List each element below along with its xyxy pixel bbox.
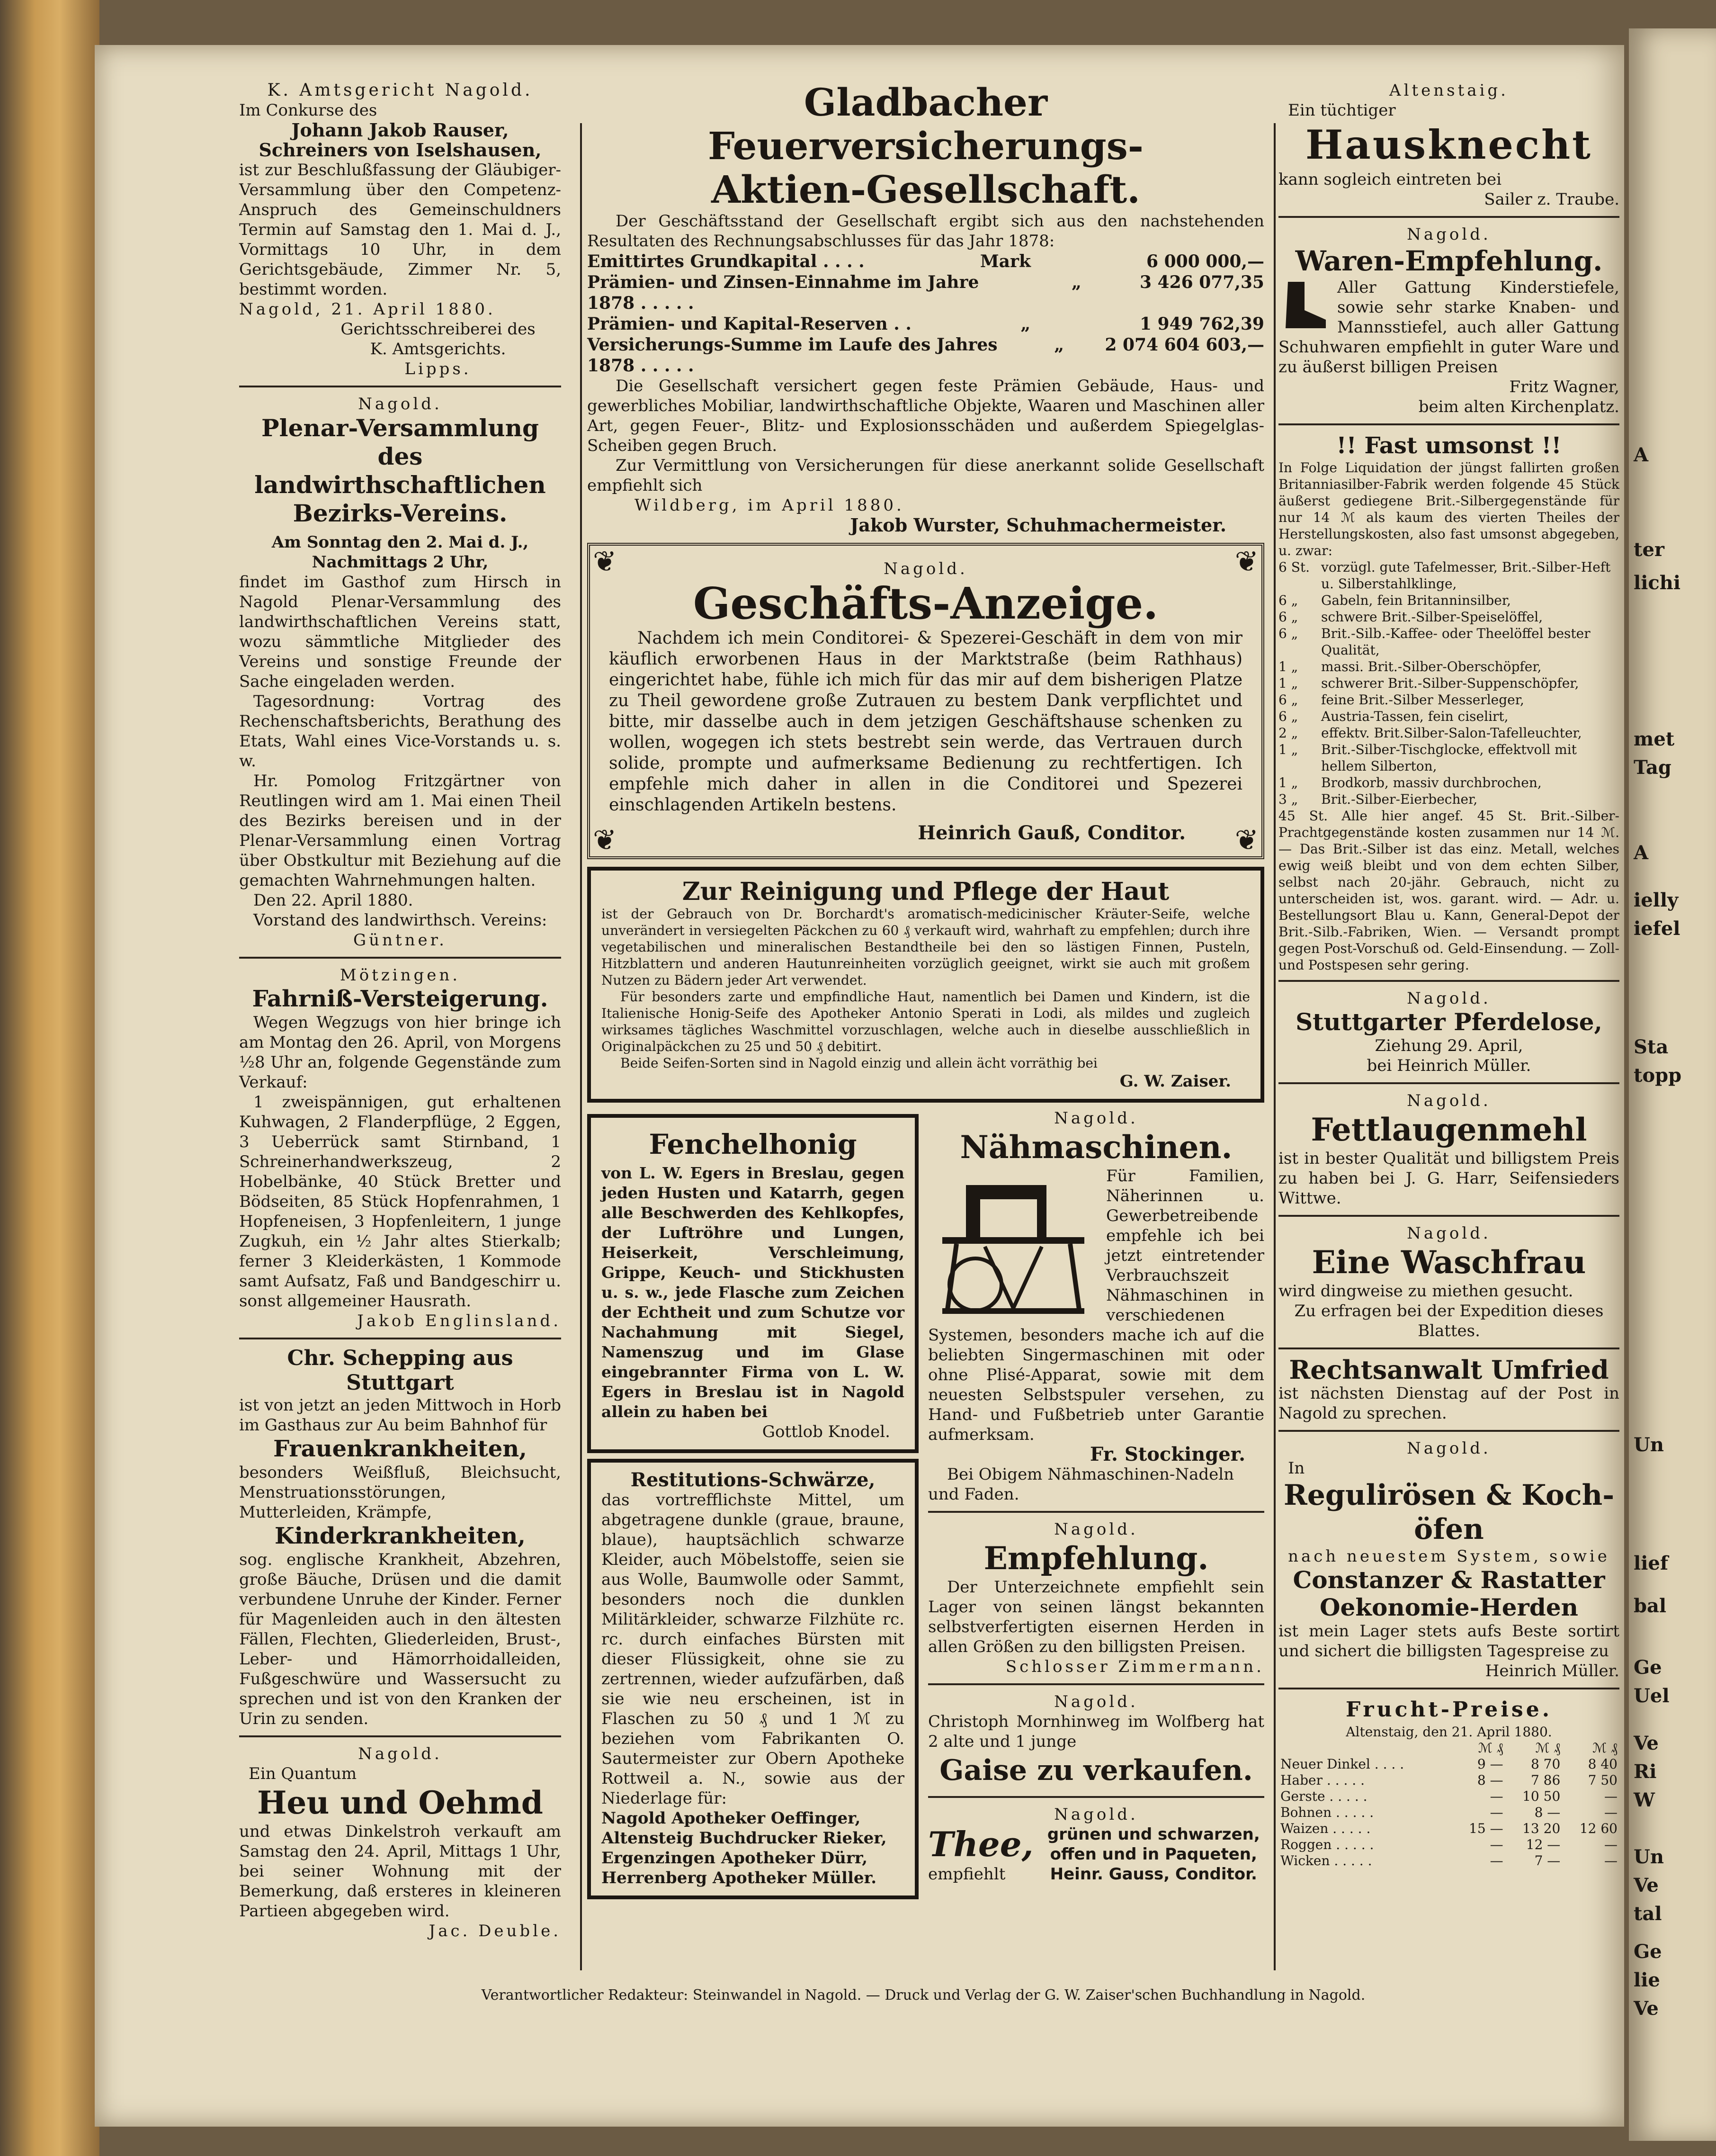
column-rule xyxy=(1274,123,1276,1970)
table-header-cell: ℳ ₰ xyxy=(1535,1740,1561,1756)
list-text: schwere Brit.-Silber-Speiselöffel, xyxy=(1321,609,1543,625)
ad-waren xyxy=(1278,225,1619,417)
ad-body: ist zur Beschlußfassung der Gläubiger-Versammlung über den Competenz-Anspruch des Gemeinschuldners Termin auf Samstag den 1. Mai d. J., Vormittags 10 Uhr, in dem Gerichtsgebäude, Zimmer Nr. 5, bestimmt worden. xyxy=(239,161,561,299)
table-cell: 10 50 xyxy=(1522,1788,1561,1804)
list-item xyxy=(1278,708,1619,725)
table-row xyxy=(1278,1821,1619,1837)
list-item xyxy=(1278,725,1619,741)
ad-body: Die Gesellschaft versichert gegen feste Prämien Gebäude, Haus- und gewerbliches Mobiliar, landwirthschaftliche Objekte, Waaren und Maschinen aller Art, gegen Feuer-, Blitz- und Explosionsschäden und außerdem Spiegelglas-Scheiben gegen Bruch. xyxy=(587,377,1264,455)
ad-subtitle: Altenstaig, den 21. April 1880. xyxy=(1346,1724,1552,1740)
list-count: 1 „ xyxy=(1278,675,1298,691)
table-row xyxy=(1278,1853,1619,1869)
list-text: Austria-Tassen, fein ciselirt, xyxy=(1321,709,1509,724)
table-header-cell xyxy=(1278,1740,1453,1756)
ad-header: K. Amtsgericht Nagold. xyxy=(267,81,533,100)
ad-text: Im Conkurse des xyxy=(239,101,377,120)
table-cell: 8 40 xyxy=(1588,1756,1618,1772)
ad-plenar xyxy=(239,394,561,950)
thee-layout xyxy=(928,1824,1264,1884)
divider xyxy=(928,1796,1264,1798)
ad-title: Rechtsanwalt Umfried xyxy=(1289,1355,1609,1385)
ad-signature: Sailer z. Traube. xyxy=(1484,190,1619,209)
ad-body: Christoph Mornhinweg im Wolfberg hat 2 alte und 1 junge xyxy=(928,1712,1264,1751)
table-row xyxy=(1278,1837,1619,1853)
ad-body: findet im Gasthof zum Hirsch in Nagold Plenar-Versammlung des landwirthschaftlichen Vereins statt, wozu sämmtliche Mitglieder des Vereins und sonstige Freunde der Sache eingeladen werden. xyxy=(239,573,561,691)
list-count: 2 „ xyxy=(1278,725,1298,741)
figures-row xyxy=(587,314,1264,334)
ad-amtsgericht xyxy=(239,81,561,379)
ad-title: Fettlaugenmehl xyxy=(1311,1111,1587,1148)
divider xyxy=(1278,1082,1619,1084)
next-page-fragment: lief xyxy=(1634,1552,1669,1574)
subcolumn-right xyxy=(928,1108,1264,1905)
column-right xyxy=(1278,81,1619,1869)
list-item xyxy=(1278,592,1619,609)
ad-place: Mötzingen. xyxy=(340,966,461,985)
list-text: Brit.-Silber-Eierbecher, xyxy=(1321,791,1478,807)
ad-place: Nagold. xyxy=(358,395,442,413)
next-page-fragment: A xyxy=(1634,842,1649,864)
next-page-fragment: ter xyxy=(1634,539,1664,561)
ad-place: Wildberg, im April 1880. xyxy=(635,496,904,515)
ad-schepping xyxy=(239,1346,561,1729)
ad-heu xyxy=(239,1744,561,1941)
next-page-fragment: Sta xyxy=(1634,1036,1669,1058)
ad-body: Zu erfragen bei der Expedition dieses Blattes. xyxy=(1294,1302,1604,1340)
list-item xyxy=(1278,692,1619,708)
ad-place: Nagold. xyxy=(884,559,968,578)
figures-row xyxy=(587,272,1264,314)
figures-value: 2 074 604 603,— xyxy=(1105,335,1264,355)
divider xyxy=(239,386,561,387)
table-cell: 7 50 xyxy=(1588,1772,1618,1788)
ad-body: ist in bester Qualität und billigstem Preis zu haben bei J. G. Harr, Seifensieders Wittwe. xyxy=(1278,1149,1619,1208)
next-page-fragment: ielly xyxy=(1634,889,1679,911)
table-row xyxy=(1278,1756,1619,1772)
ad-body: Für Familien, Näherinnen u. Gewerbetreibende empfehle ich bei jetzt eintretender Verbrauchszeit Nähmaschinen in verschiedenen Systemen, besonders mache ich auf die beliebten Singermaschinen mit oder ohne Plisé-Apparat, sowie mit dem neuesten Selbstspuler versehen, zu Hand- und Fußbetrieb unter Garantie aufmerksam. xyxy=(928,1167,1264,1444)
ad-gladbacher xyxy=(587,81,1264,535)
divider xyxy=(1278,1688,1619,1689)
ad-place: Nagold. xyxy=(1407,1224,1491,1243)
next-page-fragment: Un xyxy=(1634,1846,1664,1868)
table-cell: 12 — xyxy=(1526,1837,1561,1852)
ad-body: In Folge Liquidation der jüngst fallirten großen Britanniasilber-Fabrik werden folgende 45 Stück äußerst gediegene Brit.-Silbergegenstände für nur 14 ℳ als kaum des vierten Theiles der Herstellungskosten, also fast umsonst abgegeben, u. zwar: xyxy=(1278,460,1619,558)
ad-fettlaugenmehl xyxy=(1278,1091,1619,1208)
subcolumn-left xyxy=(587,1108,919,1905)
ad-place: Nagold. xyxy=(1407,989,1491,1008)
ad-date: Den 22. April 1880. xyxy=(253,891,413,910)
ad-title: Aktien-Gesellschaft. xyxy=(711,167,1140,212)
list-count: 1 „ xyxy=(1278,659,1298,674)
next-page-fragment: bal xyxy=(1634,1595,1667,1617)
ad-reguliroefen xyxy=(1278,1438,1619,1681)
list-item xyxy=(1278,675,1619,692)
ad-body: Der Unterzeichnete empfiehlt sein Lager von seinen längst bekannten selbstverfertigten eisernen Herden in allen Größen zu den billigsten Preisen. xyxy=(928,1578,1264,1656)
next-page-fragment: met xyxy=(1634,728,1675,750)
ad-title: Restitutions-Schwärze, xyxy=(630,1469,876,1491)
ad-body: Nachdem ich mein Conditorei- & Spezerei-Geschäft in dem von mir käuflich erworbenen Haus in der Marktstraße (beim Rathhaus) eingerichtet habe, fühle ich mich für das mir auf dem bisherigen Platze zu Theil gewordene große Zutrauen zu bestem Dank verpflichtet und bitte, mir dasselbe auch in dem jetzigen Geschäftshause schenken zu wollen, wogegen ich stets bestrebt sein werde, das Vertrauen durch solide, prompte und aufmerksame Bedienung zu rechtfertigen. Ich empfehle mich daher in allen in die Conditorei und Spezerei einschlagenden Artikeln bestens. xyxy=(609,629,1242,815)
two-column-block xyxy=(587,1108,1264,1905)
ad-note: Bei Obigem Nähmaschinen-Nadeln und Faden. xyxy=(928,1465,1234,1504)
price-table xyxy=(1278,1740,1619,1869)
list-count: 6 „ xyxy=(1278,692,1298,708)
ad-title: Eine Waschfrau xyxy=(1312,1244,1586,1281)
ad-title: Waren-Empfehlung. xyxy=(1295,245,1603,277)
ad-fenchel xyxy=(587,1114,919,1453)
ad-place: Nagold. xyxy=(1407,1439,1491,1458)
list-count: 6 „ xyxy=(1278,709,1298,724)
next-page-edge xyxy=(1629,28,1716,2141)
table-header xyxy=(1278,1740,1619,1756)
ad-body: Aller Gattung Kinderstiefele, sowie sehr starke Knaben- und Mannsstiefel, auch aller Gattung Schuhwaren empfiehlt in guter Ware und zu äußerst billigen Preisen xyxy=(1278,278,1619,377)
ad-body: Hr. Pomolog Fritzgärtner von Reutlingen wird am 1. Mai einen Theil des Bezirks bereisen und in der Plenar-Versammlung einen Vortrag über Obstkultur mit Beziehung auf die gemachten Wahrnehmungen halten. xyxy=(239,772,561,890)
divider xyxy=(239,1338,561,1339)
figures-unit: Mark xyxy=(980,252,1031,271)
table-cell: — xyxy=(1490,1837,1503,1852)
column-middle xyxy=(587,81,1264,1905)
list-item xyxy=(1278,774,1619,791)
ad-title: !! Fast umsonst !! xyxy=(1336,432,1562,459)
next-page-fragment: Ri xyxy=(1634,1761,1657,1783)
ad-signature: Fr. Stockinger. xyxy=(1090,1443,1245,1465)
list-text: Brit.-Silb.-Kaffee- oder Theelöffel bester Qualität, xyxy=(1321,626,1591,658)
list-text: Brit.-Silber-Tischglocke, effektvoll mit hellem Silberton, xyxy=(1321,742,1577,774)
ad-body: Für besonders zarte und empfindliche Haut, namentlich bei Damen und Kindern, ist die Italienische Honig-Seife des Apotheker Antonio Sperati in Lodi, als mildes und zugleich wirksames tägliches Waschmittel vorzuschlagen, welche auch in dieselbe ausschließlich in Originalpäckchen zu 25 und 50 ₰ debitirt. xyxy=(601,989,1250,1054)
ad-signature: beim alten Kirchenplatz. xyxy=(1418,397,1619,416)
table-cell: — xyxy=(1604,1788,1618,1804)
ad-body: 1 zweispännigen, gut erhaltenen Kuhwagen, 2 Flanderpflüge, 2 Eggen, 3 Ueberrück samt Stirnband, 1 Schreinerhandwerkszeug, 2 Hobelbänke, 40 Stück Bretter und Bödseiten, 85 Stück Hopfenrahmen, 1 Hopfeneisen, 3 Hopfenleitern, 1 junge Zugkuh, ein ½ Jahr altes Stierkalb; ferner 3 Kleiderkästen, 1 Kommode samt Aufsatz, Faß und Bandgeschirr u. sonst allgemeiner Hausrath. xyxy=(239,1093,561,1311)
ad-title: Geschäfts-Anzeige. xyxy=(693,578,1159,629)
ad-name: Johann Jakob Rauser, xyxy=(291,119,509,141)
silver-list xyxy=(1278,559,1619,808)
table-header-cell: ℳ ₰ xyxy=(1592,1740,1618,1756)
divider xyxy=(239,957,561,959)
table-cell: Roggen . . . . . xyxy=(1280,1837,1374,1852)
ad-text: In xyxy=(1288,1459,1305,1478)
ad-signature: Heinr. Gauss, Conditor. xyxy=(1050,1865,1257,1884)
ad-title: Stuttgarter Pferdelose, xyxy=(1296,1008,1602,1036)
ad-signature: Gerichtsschreiberei des xyxy=(340,320,536,339)
ad-fahrniss xyxy=(239,965,561,1331)
divider xyxy=(1278,423,1619,425)
ad-title: Plenar-Versammlung des landwirthschaftlichen Bezirks-Vereins. xyxy=(254,414,546,527)
list-text: Gabeln, fein Britanninsilber, xyxy=(1321,593,1511,608)
ad-signature: Jac. Deuble. xyxy=(429,1922,561,1940)
list-text: schwerer Brit.-Silber-Suppenschöpfer, xyxy=(1321,675,1579,691)
list-item xyxy=(1278,791,1619,808)
next-page-fragment: Ge xyxy=(1634,1656,1662,1679)
table-cell: Neuer Dinkel . . . . xyxy=(1280,1756,1404,1772)
thee-right xyxy=(1043,1824,1264,1884)
ad-signature: bei Heinrich Müller. xyxy=(1367,1056,1531,1075)
ad-body: von L. W. Egers in Breslau, gegen jeden Husten und Katarrh, gegen alle Beschwerden des Kehlkopfes, der Luftröhre und Lungen, Heiserkeit, Verschleimung, Grippe, Keuch- und Stickhusten u. s. w., jede Flasche zum Zeichen der Echtheit und zum Schutze vor Nachahmung mit Siegel, Namenszug und im Glase eingebrannter Firma von L. W. Egers in Breslau ist in Nagold allein zu haben bei xyxy=(601,1164,904,1421)
divider xyxy=(1278,216,1619,218)
table-cell: Waizen . . . . . xyxy=(1280,1821,1371,1836)
list-text: massi. Brit.-Silber-Oberschöpfer, xyxy=(1321,659,1542,674)
next-page-fragment: lichi xyxy=(1634,572,1681,594)
ad-title: Gladbacher Feuerversicherungs- xyxy=(708,80,1144,168)
list-item xyxy=(1278,609,1619,625)
ad-body: sog. englische Krankheit, Abzehren, große Bäuche, Drüsen und die damit verbundene Unruhe der Kinder. Ferner für Magenleiden auch in den ältesten Fällen, Flechten, Gliederleiden, Brust-, Leber- und Hämorrhoidalleiden, Fußgeschwüre und Wassersucht zu sprechen und ist von den Kranken der Urin zu senden. xyxy=(239,1550,561,1728)
next-page-fragment: iefel xyxy=(1634,917,1680,940)
divider xyxy=(239,1735,561,1737)
ad-signature: Heinrich Gauß, Conditor. xyxy=(918,822,1186,844)
ad-body: ist nächsten Dienstag auf der Post in Nagold zu sprechen. xyxy=(1278,1384,1619,1423)
ad-signature: Jakob Englinsland. xyxy=(357,1312,561,1330)
ad-place: Nagold. xyxy=(358,1744,442,1763)
ad-reinigung xyxy=(587,867,1264,1103)
ad-title: Regulirösen & Koch-öfen xyxy=(1283,1479,1615,1546)
ornament-corner-icon: ❦ xyxy=(593,545,617,578)
ad-empfehlung xyxy=(928,1519,1264,1677)
ornament-corner-icon: ❦ xyxy=(1234,545,1259,578)
imprint-footer: Verantwortlicher Redakteur: Steinwandel in Nagold. — Druck und Verlag der G. W. Zaiser'schen Buchhandlung in Nagold. xyxy=(481,1987,1366,2003)
figures-value: 1 949 762,39 xyxy=(1139,314,1264,334)
list-item xyxy=(1278,559,1619,592)
ad-body: nach neuestem System, sowie xyxy=(1288,1547,1610,1566)
next-page-fragment: A xyxy=(1634,444,1649,466)
ad-body: Zur Vermittlung von Versicherungen für diese anerkannt solide Gesellschaft empfiehlt sich xyxy=(587,456,1264,495)
ad-shops: Nagold Apotheker Oeffinger, Altensteig Buchdrucker Rieker, Ergenzingen Apotheker Dürr, Herrenberg Apotheker Müller. xyxy=(601,1809,887,1887)
list-text: feine Brit.-Silber Messerleger, xyxy=(1321,692,1524,708)
ad-naehmaschinen xyxy=(928,1108,1264,1504)
ad-waschfrau xyxy=(1278,1223,1619,1341)
figures-row xyxy=(587,334,1264,376)
figures-value: 6 000 000,— xyxy=(1146,252,1264,271)
table-cell: Gerste . . . . . xyxy=(1280,1788,1367,1804)
table-row xyxy=(1278,1772,1619,1788)
ad-title: Chr. Schepping aus Stuttgart xyxy=(287,1346,513,1395)
ad-date: Nagold, 21. April 1880. xyxy=(239,300,496,319)
ad-text: Ein Quantum xyxy=(249,1764,357,1783)
ad-title: Frucht-Preise. xyxy=(1345,1698,1553,1722)
ad-body: Der Geschäftsstand der Gesellschaft ergibt sich aus den nachstehenden Resultaten des Rechnungsabschlusses für das Jahr 1878: xyxy=(587,212,1264,251)
ad-signature: Vorstand des landwirthsch. Vereins: xyxy=(253,911,547,930)
table-header-cell: ℳ ₰ xyxy=(1478,1740,1503,1756)
list-count: 6 „ xyxy=(1278,593,1298,608)
table-cell: Wicken . . . . . xyxy=(1280,1853,1372,1869)
table-row xyxy=(1278,1788,1619,1805)
table-cell: — xyxy=(1604,1853,1618,1869)
table-cell: Bohnen . . . . . xyxy=(1280,1805,1374,1820)
column-left xyxy=(239,81,561,1941)
ad-title: Fenchelhonig xyxy=(649,1128,857,1160)
ad-gaise xyxy=(928,1692,1264,1789)
divider xyxy=(1278,1430,1619,1432)
next-page-fragment: tal xyxy=(1634,1903,1662,1925)
figures-label: Prämien- und Kapital-Reserven . . xyxy=(587,314,912,334)
ad-text: empfiehlt xyxy=(928,1865,1006,1884)
table-cell: Haber . . . . . xyxy=(1280,1772,1365,1788)
ad-signature: K. Amtsgerichts. xyxy=(370,340,506,359)
figures-row xyxy=(587,251,1264,272)
next-page-fragment: Uel xyxy=(1634,1685,1670,1707)
list-text: vorzügl. gute Tafelmesser, Brit.-Silber-Heft u. Silberstahlklinge, xyxy=(1321,559,1611,592)
book-binding xyxy=(0,0,99,2156)
ad-place: Nagold. xyxy=(1054,1520,1138,1539)
figures-value: 3 426 077,35 xyxy=(1139,272,1264,292)
ad-title: Gaise zu verkaufen. xyxy=(939,1754,1253,1787)
ad-text: Ein tüchtiger xyxy=(1288,101,1396,120)
ad-body: Tagesordnung: Vortrag des Rechenschaftsberichts, Berathung des Etats, Wahl eines Vice-Vorstands u. s. w. xyxy=(239,692,561,771)
table-cell: — xyxy=(1604,1805,1618,1820)
list-item xyxy=(1278,625,1619,658)
ad-body: Ziehung 29. April, xyxy=(1375,1036,1523,1055)
ad-body: ist mein Lager stets aufs Beste sortirt und sichert die billigsten Tagespreise zu xyxy=(1278,1622,1619,1661)
list-item xyxy=(1278,658,1619,675)
ad-title: Zur Reinigung und Pflege der Haut xyxy=(682,877,1170,906)
ad-name: Schreiners von Iselshausen, xyxy=(259,139,542,161)
divider xyxy=(1278,1215,1619,1217)
next-page-fragment: Ge xyxy=(1634,1940,1662,1963)
list-item xyxy=(1278,741,1619,774)
list-count: 6 „ xyxy=(1278,609,1298,625)
list-text: effektv. Brit.Silber-Salon-Tafelleuchter, xyxy=(1321,725,1582,741)
ornament-corner-icon: ❦ xyxy=(1234,824,1259,857)
ad-body: besonders Weißfluß, Bleichsucht, Menstruationsstörungen, Mutterleiden, Krämpfe, xyxy=(239,1463,561,1522)
table-cell: — xyxy=(1490,1853,1503,1869)
boot-icon xyxy=(1278,279,1331,332)
ad-title: Hausknecht xyxy=(1305,121,1592,168)
ad-pferdelose xyxy=(1278,988,1619,1076)
ad-signature: Lipps. xyxy=(404,359,472,378)
column-rule xyxy=(580,123,582,1970)
ad-place: Nagold. xyxy=(1407,1091,1491,1110)
ad-body: 45 St. Alle hier angef. 45 St. Brit.-Silber-Prachtgegenstände kosten zusammen nur 14 ℳ. — Das Brit.-Silber ist das einz. Metall, welches ewig weiß bleibt und von dem echten Silber, selbst nach 20-jähr. Gebrauch, nicht zu unterscheiden ist, wos. garant. wird. — Adr. u. Bestellungsort Blau u. Kann, General-Depot der Brit.-Silb.-Fabriken, Wien. — Versandt prompt gegen Post-Vorschuß od. Geld-Einsendung. — Zoll- und Postspesen sehr gering. xyxy=(1278,808,1619,973)
next-page-fragment: Tag xyxy=(1634,756,1671,779)
ad-signature: Fritz Wagner, xyxy=(1509,377,1619,396)
list-count: 6 „ xyxy=(1278,626,1298,641)
next-page-fragment: W xyxy=(1634,1789,1655,1811)
next-page-fragment: Ve xyxy=(1634,1732,1659,1754)
ad-place: Nagold. xyxy=(1407,225,1491,244)
figures-unit: „ xyxy=(1054,335,1064,355)
ad-title: Empfehlung. xyxy=(983,1540,1209,1577)
ad-place: Nagold. xyxy=(1054,1109,1138,1128)
ad-thee xyxy=(928,1805,1264,1884)
ad-body: wird dingweise zu miethen gesucht. xyxy=(1278,1282,1573,1301)
table-cell: 7 86 xyxy=(1530,1772,1561,1788)
ad-body: ist der Gebrauch von Dr. Borchardt's aromatisch-medicinischer Kräuter-Seife, welche unverändert in versiegelten Päckchen zu 60 ₰ verkauft wird, wahrhaft zu empfehlen; durch ihre vegetabilischen und mineralischen Bestandtheile bei den so lästigen Finnen, Pusteln, Hitzblattern und anderen Hautunreinheiten vorzüglich geeignet, wirkt sie auch mit großem Nutzen zu Bädern jeder Art verwendet. xyxy=(601,906,1250,988)
figures-label: Prämien- und Zinsen-Einnahme im Jahre 1878 . . . . . xyxy=(587,272,979,313)
divider xyxy=(1278,1348,1619,1349)
ad-signature: Heinrich Müller. xyxy=(1485,1662,1619,1680)
list-text: Brodkorb, massiv durchbrochen, xyxy=(1321,775,1542,791)
ad-body: Beide Seifen-Sorten sind in Nagold einzig und allein ächt vorräthig bei xyxy=(620,1055,1098,1071)
table-cell: 8 70 xyxy=(1530,1756,1561,1772)
thee-left xyxy=(928,1824,1034,1884)
figures-label: Versicherungs-Summe im Laufe des Jahres 1878 . . . . . xyxy=(587,335,998,376)
table-cell: 12 60 xyxy=(1579,1821,1618,1836)
ad-title: Nähmaschinen. xyxy=(960,1129,1233,1166)
table-cell: 8 — xyxy=(1477,1772,1503,1788)
next-page-fragment: Ve xyxy=(1634,1997,1659,2020)
ad-signature: Gottlob Knodel. xyxy=(762,1422,890,1441)
ad-title: Thee, xyxy=(928,1824,1034,1864)
figures-table xyxy=(587,251,1264,376)
ad-hausknecht xyxy=(1278,81,1619,209)
ad-title: Frauenkrankheiten, xyxy=(273,1436,527,1462)
ad-place: Nagold. xyxy=(1054,1692,1138,1711)
list-count: 1 „ xyxy=(1278,742,1298,757)
table-cell: — xyxy=(1490,1788,1503,1804)
table-cell: — xyxy=(1490,1805,1503,1820)
ad-body: kann sogleich eintreten bei xyxy=(1278,170,1502,189)
table-cell: 8 — xyxy=(1534,1805,1561,1820)
ad-rechtsanwalt xyxy=(1278,1356,1619,1423)
figures-unit: „ xyxy=(1020,314,1031,334)
table-cell: 9 — xyxy=(1477,1756,1503,1772)
ad-place: Nagold. xyxy=(1054,1805,1138,1824)
ad-body: ist von jetzt an jeden Mittwoch in Horb im Gasthaus zur Au beim Bahnhof für xyxy=(239,1396,561,1435)
table-cell: 7 — xyxy=(1534,1853,1561,1869)
table-cell: 15 — xyxy=(1469,1821,1503,1836)
ad-lead: Am Sonntag den 2. Mai d. J., Nachmittags 2 Uhr, xyxy=(271,533,529,572)
table-row xyxy=(1278,1805,1619,1821)
ornament-corner-icon: ❦ xyxy=(593,824,617,857)
ad-title: Heu und Oehmd xyxy=(257,1784,543,1821)
ad-body: Wegen Wegzugs von hier bringe ich am Montag den 26. April, von Morgens ½8 Uhr an, folgende Gegenstände zum Verkauf: xyxy=(239,1013,561,1092)
ad-signature: Jakob Wurster, Schuhmachermeister. xyxy=(850,514,1226,536)
ad-title: Constanzer & Rastatter Oekonomie-Herden xyxy=(1293,1566,1605,1621)
ad-signature: Schlosser Zimmermann. xyxy=(1005,1657,1264,1676)
ad-fruchtpreise xyxy=(1278,1696,1619,1869)
sewing-machine-icon xyxy=(928,1166,1099,1318)
ad-title: Kinderkrankheiten, xyxy=(274,1523,526,1549)
ad-body: grünen und schwarzen, offen und in Paqueten, xyxy=(1047,1825,1260,1864)
divider xyxy=(1278,980,1619,982)
ad-signature: Güntner. xyxy=(353,931,447,950)
ad-place: Altenstaig. xyxy=(1389,81,1509,100)
ad-restitution xyxy=(587,1459,919,1899)
figures-label: Emittirtes Grundkapital . . . . xyxy=(587,252,865,271)
ad-umsonst xyxy=(1278,432,1619,973)
next-page-fragment: topp xyxy=(1634,1064,1682,1087)
list-count: 1 „ xyxy=(1278,775,1298,791)
list-count: 3 „ xyxy=(1278,791,1298,807)
divider xyxy=(928,1683,1264,1685)
next-page-fragment: Un xyxy=(1634,1434,1664,1456)
next-page-fragment: Ve xyxy=(1634,1874,1659,1896)
divider xyxy=(928,1511,1264,1513)
ad-geschaeft-frame xyxy=(587,543,1264,859)
table-cell: 13 20 xyxy=(1522,1821,1561,1836)
table-cell: — xyxy=(1604,1837,1618,1852)
ad-body: und etwas Dinkelstroh verkauft am Samstag den 24. April, Mittags 1 Uhr, bei seiner Wohnung mit der Bemerkung, daß ersteres in kleineren Partieen abgegeben wird. xyxy=(239,1822,561,1921)
ad-title: Fahrniß-Versteigerung. xyxy=(252,986,548,1012)
next-page-fragment: lie xyxy=(1634,1969,1660,1991)
figures-unit: „ xyxy=(1072,272,1081,292)
list-count: 6 St. xyxy=(1278,559,1310,575)
ad-body: das vortrefflichste Mittel, um abgetragene dunkle (graue, braune, blaue), hauptsächlich schwarze Kleider, auch Möbelstoffe, seien sie aus Wolle, Baumwolle oder Sammt, besonders noch die dunklen Militärkleider, schwarze Filzhüte rc. rc. durch einfaches Bürsten mit dieser Flüssigkeit, ohne sie zu zertrennen, wieder aufzufärben, daß sie wie neu erscheinen, ist in Flaschen zu 50 ₰ und 1 ℳ zu beziehen vom Fabrikanten O. Sautermeister zur Obern Apotheke Rottweil a. N., sowie aus der Niederlage für: xyxy=(601,1491,904,1808)
ad-signature: G. W. Zaiser. xyxy=(1119,1072,1231,1091)
